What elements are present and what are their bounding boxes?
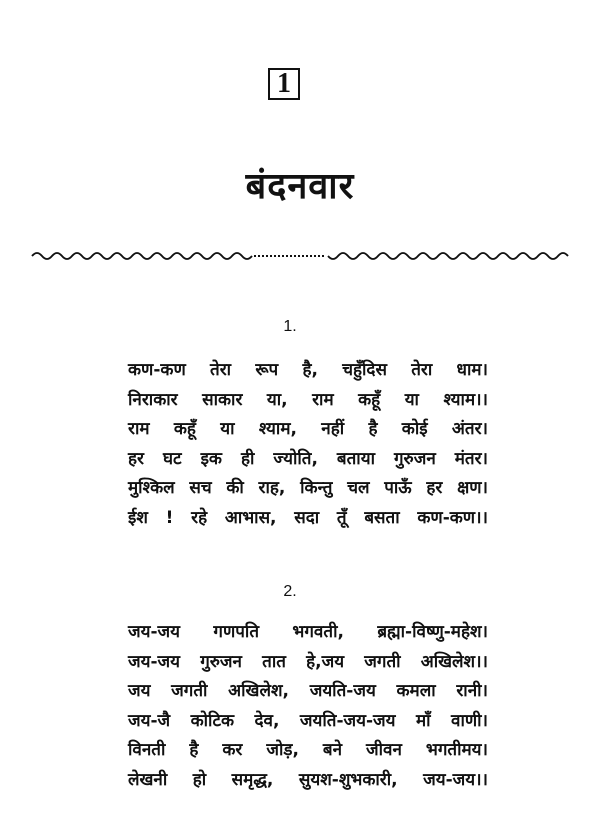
chapter-number-box <box>268 68 300 100</box>
chapter-number: 1 <box>277 68 291 99</box>
page-title: बंदनवार <box>245 166 355 207</box>
stanza-2 <box>128 618 488 795</box>
stanza-1 <box>128 356 488 533</box>
verse-line: राम कहूँ या श्याम, नहीं है कोई अंतर। <box>128 419 488 439</box>
verse-line: निराकार साकार या, राम कहूँ या श्याम।। <box>128 389 488 410</box>
verse-line: मुश्किल सच की राह, किन्तु चल पाऊँ हर क्षण। <box>128 478 488 498</box>
verse-line: लेखनी हो समृद्ध, सुयश-शुभकारी, जय-जय।। <box>128 769 488 790</box>
stanza-number: 2. <box>283 583 297 600</box>
verse-line: जय-जय गुरुजन तात हे,जय जगती अखिलेश।। <box>128 651 488 672</box>
verse-line: जय-जय गणपति भगवती, ब्रह्मा-विष्णु-महेश। <box>128 622 488 642</box>
verse-line: हर घट इक ही ज्योति, बताया गुरुजन मंतर। <box>128 448 488 469</box>
stanza-number: 1. <box>283 318 297 335</box>
verse-line: जय जगती अखिलेश, जयति-जय कमला रानी। <box>128 681 488 701</box>
verse-line: जय-जै कोटिक देव, जयति-जय-जय माँ वाणी। <box>128 710 488 731</box>
verse-line: विनती है कर जोड़, बने जीवन भगतीमय। <box>128 740 488 760</box>
verse-line: कण-कण तेरा रूप है, चहुँदिस तेरा धाम। <box>128 360 488 380</box>
verse-line: ईश ! रहे आभास, सदा तूँ बसता कण-कण।। <box>128 507 488 528</box>
wavy-divider <box>30 246 570 266</box>
